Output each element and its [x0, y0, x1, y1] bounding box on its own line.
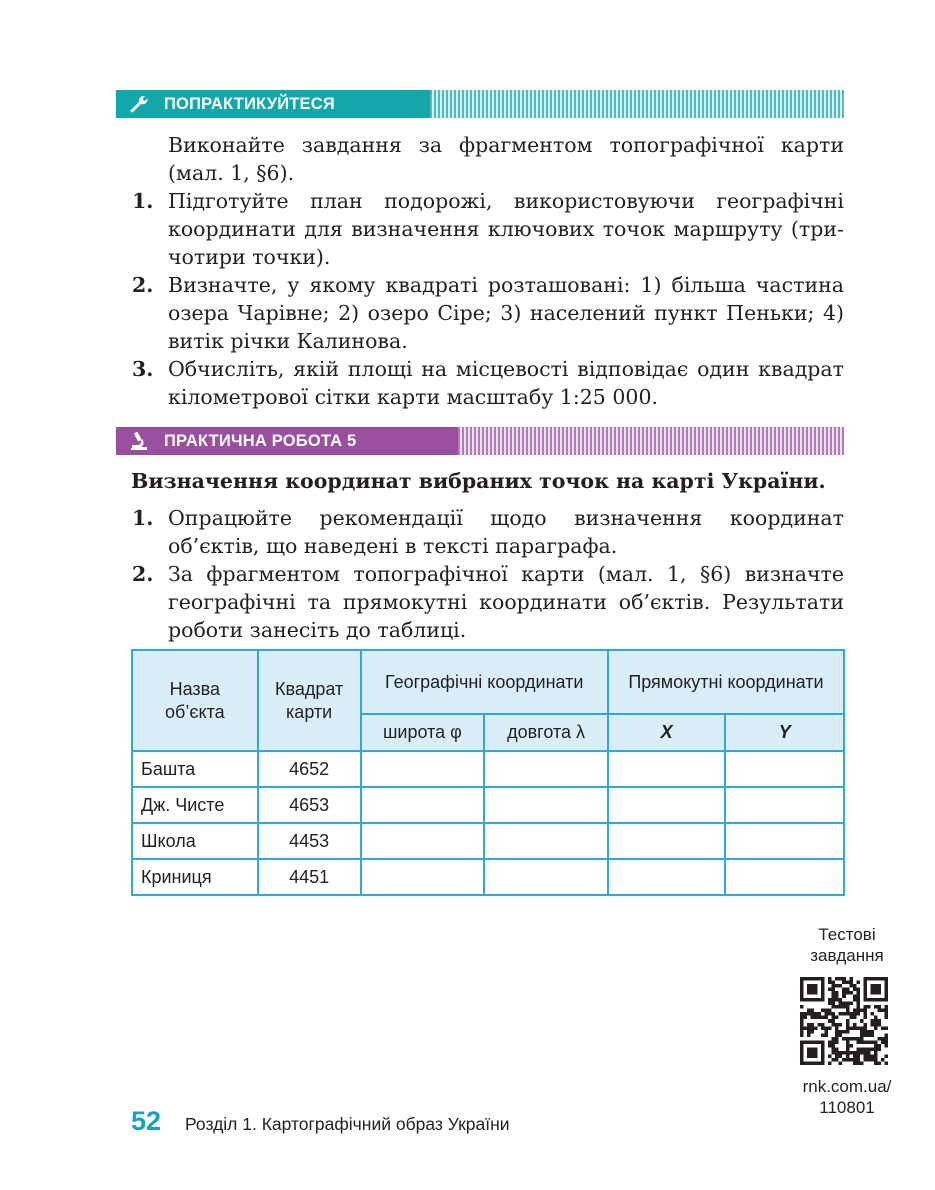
practice-intro: Виконайте завдання за фрагментом топографічної карти (мал. 1, §6). [168, 133, 844, 185]
col-header-longitude: довгота λ [484, 714, 608, 751]
practice-title: ПОПРАКТИКУЙТЕСЯ [164, 95, 335, 113]
cell-x [608, 751, 726, 787]
col-header-square: Квадрат карти [258, 650, 361, 751]
table-row [132, 787, 844, 823]
work-banner [116, 427, 844, 455]
task-text: Підготуйте план подорожі, використовуючи географічні координати для визначення ключових точок маршруту (три-чотири точки). [168, 189, 844, 269]
practice-task [132, 355, 844, 411]
cell-square: 4451 [258, 859, 361, 895]
task-text: Опрацюйте рекомендації щодо визначення координат об’єктів, що наведені в тексті параграфа. [168, 506, 844, 558]
work-title: ПРАКТИЧНА РОБОТА 5 [164, 432, 357, 450]
cell-longitude [484, 859, 608, 895]
table-row [132, 751, 844, 787]
work-task [132, 504, 844, 560]
coordinates-table [131, 649, 845, 896]
practice-banner-stripes [430, 90, 844, 118]
work-heading: Визначення координат вибраних точок на карті України. [131, 469, 826, 493]
cell-latitude [361, 823, 485, 859]
work-banner-stripes [458, 427, 844, 455]
practice-task [132, 271, 844, 355]
work-task [132, 560, 844, 644]
chapter-title: Розділ 1. Картографічний образ України [185, 1114, 510, 1134]
cell-longitude [484, 751, 608, 787]
group-header-rect: Прямокутні координати [608, 650, 844, 714]
table-row [132, 823, 844, 859]
practice-task [132, 187, 844, 271]
task-number: 2. [132, 562, 154, 586]
task-number: 3. [132, 357, 154, 381]
col-header-x: X [608, 714, 726, 751]
cell-latitude [361, 787, 485, 823]
cell-square: 4653 [258, 787, 361, 823]
page-number: 52 [131, 1106, 162, 1136]
microscope-icon [128, 431, 150, 451]
practice-banner [116, 90, 844, 118]
cell-x [608, 859, 726, 895]
col-header-latitude: широта φ [361, 714, 485, 751]
cell-latitude [361, 751, 485, 787]
table-row [132, 859, 844, 895]
col-header-y: Y [725, 714, 844, 751]
task-text: Обчисліть, якій площі на місцевості відповідає один квадрат кілометрової сітки карти масштабу 1:25 000. [168, 357, 844, 409]
cell-x [608, 787, 726, 823]
cell-name: Башта [132, 751, 258, 787]
qr-code-icon[interactable] [800, 977, 888, 1065]
tests-link[interactable]: rnk.com.ua/ 110801 [802, 1077, 892, 1117]
cell-y [725, 859, 844, 895]
cell-square: 4453 [258, 823, 361, 859]
group-header-geo: Географічні координати [361, 650, 608, 714]
cell-latitude [361, 859, 485, 895]
task-number: 1. [132, 506, 154, 530]
cell-name: Криниця [132, 859, 258, 895]
cell-y [725, 787, 844, 823]
cell-y [725, 823, 844, 859]
col-header-name: Назва об’єкта [132, 650, 258, 751]
wrench-icon [128, 94, 150, 114]
task-number: 1. [132, 189, 154, 213]
cell-name: Дж. Чисте [132, 787, 258, 823]
task-number: 2. [132, 273, 154, 297]
task-text: Визначте, у якому квадраті розташовані: 1) більша частина озера Чарівне; 2) озеро Сіре; 3) населений пункт Пеньки; 4) витік річки Калинова. [168, 273, 844, 353]
cell-longitude [484, 823, 608, 859]
cell-name: Школа [132, 823, 258, 859]
task-text: За фрагментом топографічної карти (мал. 1, §6) визначте географічні та прямокутні координати об’єктів. Результати роботи занесіть до таблиці. [168, 562, 844, 642]
cell-square: 4652 [258, 751, 361, 787]
tests-label: Тестові завдання [810, 925, 884, 965]
cell-x [608, 823, 726, 859]
cell-y [725, 751, 844, 787]
cell-longitude [484, 787, 608, 823]
